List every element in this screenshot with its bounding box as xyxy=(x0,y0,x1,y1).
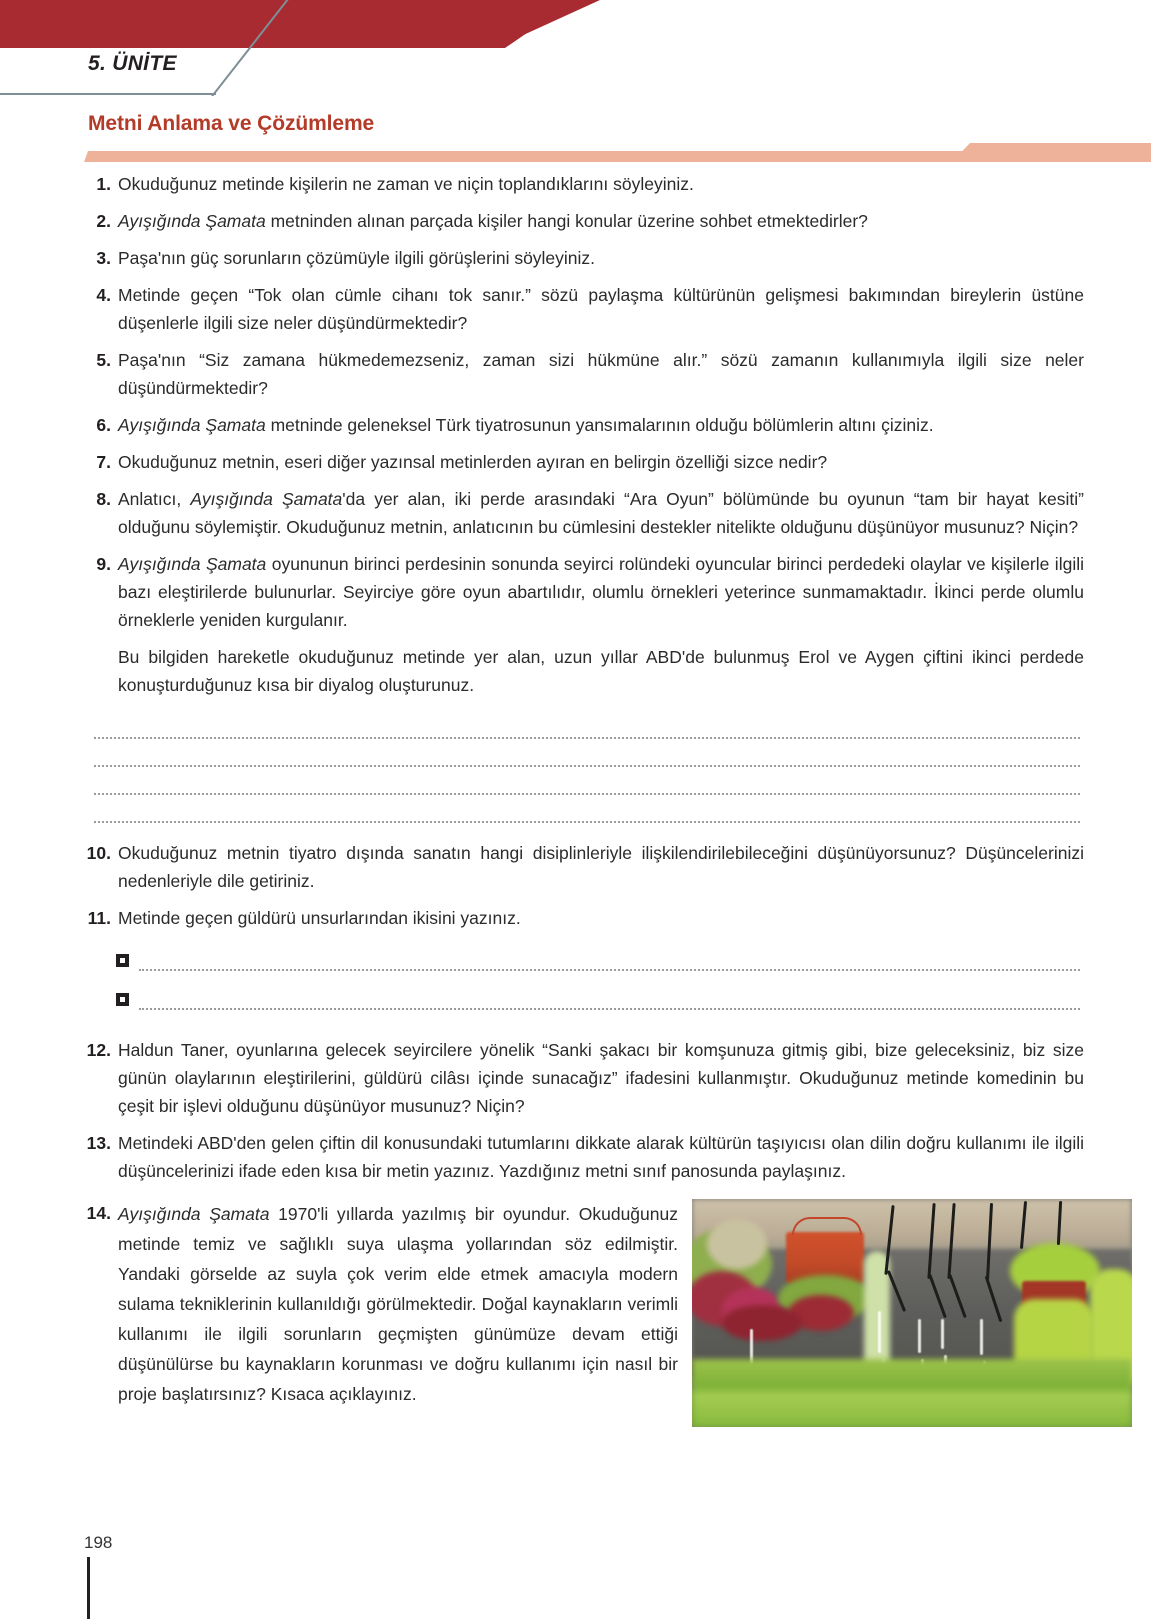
answer-line[interactable] xyxy=(94,711,1080,739)
question-item xyxy=(84,244,1084,272)
answer-line[interactable] xyxy=(139,1000,1080,1010)
accent-bar-low xyxy=(84,151,964,162)
question-number: 10. xyxy=(86,843,111,863)
question-9-main: Ayışığında Şamata oyununun birinci perdesinin sonunda seyirci rolündeki oyuncular birinci perdedeki olaylar ve kişilerle ilgili bazı eleştirilerde bulunurlar. Seyirciye göre oyun abartılıdır, olumlu örnekleri yeterince sunmamaktadır. İkinci perde olumlu örneklerle yeniden kurgulanır. xyxy=(118,554,1084,630)
question-number: 14. xyxy=(86,1203,111,1223)
question-item xyxy=(84,411,1084,439)
question-item xyxy=(84,1129,1084,1185)
question-number: 7. xyxy=(96,452,111,472)
question-text: Anlatıcı, Ayışığında Şamata'da yer alan, iki perde arasındaki “Ara Oyun” bölümünde bu oyunun “tam bir hayat kesiti” olduğunu söylemiştir. Okuduğunuz metnin, anlatıcının bu cümlesini destekler nitelikte olduğunu düşünüyor musunuz? Niçin? xyxy=(118,489,1084,537)
question-item xyxy=(84,281,1084,337)
question-number: 8. xyxy=(96,489,111,509)
question-text: Okuduğunuz metinde kişilerin ne zaman ve niçin toplandıklarını söyleyiniz. xyxy=(118,174,694,194)
question-item xyxy=(84,904,1084,932)
question-number: 4. xyxy=(96,285,111,305)
square-bullet-icon xyxy=(116,954,129,967)
answer-line[interactable] xyxy=(94,739,1080,767)
question-text: Ayışığında Şamata 1970'li yıllarda yazılmış bir oyundur. Okuduğunuz metinde temiz ve sağlıklı suya ulaşma yollarından söz edilmiştir. Yandaki görselde az suyla çok verim elde etmek amacıyla modern sulama tekniklerinin kullanıldığı görülmektedir. Doğal kaynakların verimli kullanımı ile ilgili sorunların geçmişten günümüze devam ettiği düşünülürse bu kaynakların korunması ve doğru kullanımı için nasıl bir proje başlatırsınız? Kısaca açıklayınız. xyxy=(118,1204,678,1404)
question-item xyxy=(84,207,1084,235)
question-item xyxy=(84,346,1084,402)
question-number: 9. xyxy=(96,554,111,574)
question-item xyxy=(84,839,1084,895)
unit-diagonal-rule xyxy=(170,0,330,96)
question-text: Paşa'nın güç sorunların çözümüyle ilgili görüşlerini söyleyiniz. xyxy=(118,248,596,268)
question-text: Metinde geçen “Tok olan cümle cihanı tok sanır.” sözü paylaşma kültürünün gelişmesi bakımından bireylerin üstüne düşenlerle ilgili size neler düşündürmektedir? xyxy=(118,285,1084,333)
question-text: Metindeki ABD'den gelen çiftin dil konusundaki tutumlarını dikkate alarak kültürün taşıyıcısı olan dilin doğru kullanımı ile ilgili düşüncelerinizi ifade eden kısa bir metin yazınız. Yazdığınız metni sınıf panosunda paylaşınız. xyxy=(118,1133,1084,1181)
question-number: 6. xyxy=(96,415,111,435)
question-item xyxy=(84,1036,1084,1120)
question-text: Haldun Taner, oyunlarına gelecek seyircilere yönelik “Sanki şakacı bir komşunuza gitmiş gibi, bize geleceksiniz, biz size günün olaylarının eleştirilerini, güldürü cilâsı içinde sunacağız” ifadesini kullanmıştır. Okuduğunuz metinde komedinin bu çeşit bir işlevi olduğunu düşünüyor musunuz? Niçin? xyxy=(118,1040,1084,1116)
answer-line[interactable] xyxy=(139,961,1080,971)
questions-list xyxy=(84,170,1084,1427)
footer-accent-bar xyxy=(87,1557,90,1619)
answer-lines-q9[interactable] xyxy=(84,711,1084,823)
answer-bullet-row[interactable] xyxy=(116,993,1084,1010)
question-number: 5. xyxy=(96,350,111,370)
section-accent-bar xyxy=(84,143,1151,162)
square-bullet-icon xyxy=(116,993,129,1006)
question-text: Okuduğunuz metnin tiyatro dışında sanatın hangi disiplinleriyle ilişkilendirilebileceğini düşünüyorsunuz? Düşüncelerinizi nedenleriyle dile getiriniz. xyxy=(118,843,1084,891)
question-item-with-image xyxy=(84,1199,1084,1427)
unit-label: 5. ÜNİTE xyxy=(88,52,177,75)
accent-bar-high xyxy=(952,143,1151,162)
question-text: Metinde geçen güldürü unsurlarından ikisini yazınız. xyxy=(118,908,521,928)
question-number: 3. xyxy=(96,248,111,268)
question-item xyxy=(84,448,1084,476)
answer-line[interactable] xyxy=(94,767,1080,795)
question-text: Ayışığında Şamata metninden alınan parçada kişiler hangi konular üzerine sohbet etmektedirler? xyxy=(118,211,868,231)
question-text: Okuduğunuz metnin, eseri diğer yazınsal metinlerden ayıran en belirgin özelliği sizce nedir? xyxy=(118,452,828,472)
question-item xyxy=(84,485,1084,541)
question-number: 2. xyxy=(96,211,111,231)
page-footer xyxy=(84,1533,384,1553)
drip-irrigation-photo xyxy=(692,1199,1132,1427)
question-9-followup: Bu bilgiden hareketle okuduğunuz metinde yer alan, uzun yıllar ABD'de bulunmuş Erol ve Aygen çiftini ikinci perdede konuşturduğunuz kısa bir diyalog oluşturunuz. xyxy=(118,647,1084,695)
question-number: 1. xyxy=(96,174,111,194)
question-text: Paşa'nın “Siz zamana hükmedemezseniz, zaman sizi hükmüne alır.” sözü zamanın kullanımıyla ilgili size neler düşündürmektedir? xyxy=(118,350,1084,398)
answer-bullet-row[interactable] xyxy=(116,954,1084,971)
question-text xyxy=(118,550,1084,699)
question-text: Ayışığında Şamata metninde geleneksel Türk tiyatrosunun yansımalarının olduğu bölümlerin altını çiziniz. xyxy=(118,415,934,435)
question-number: 11. xyxy=(87,908,111,928)
question-number: 12. xyxy=(86,1040,111,1060)
section-title: Metni Anlama ve Çözümleme xyxy=(88,112,375,135)
question-item xyxy=(84,550,1084,699)
page-number: 198 xyxy=(84,1533,113,1552)
page-header xyxy=(0,0,1151,160)
question-number: 13. xyxy=(86,1133,111,1153)
answer-line[interactable] xyxy=(94,795,1080,823)
question-item xyxy=(84,170,1084,198)
